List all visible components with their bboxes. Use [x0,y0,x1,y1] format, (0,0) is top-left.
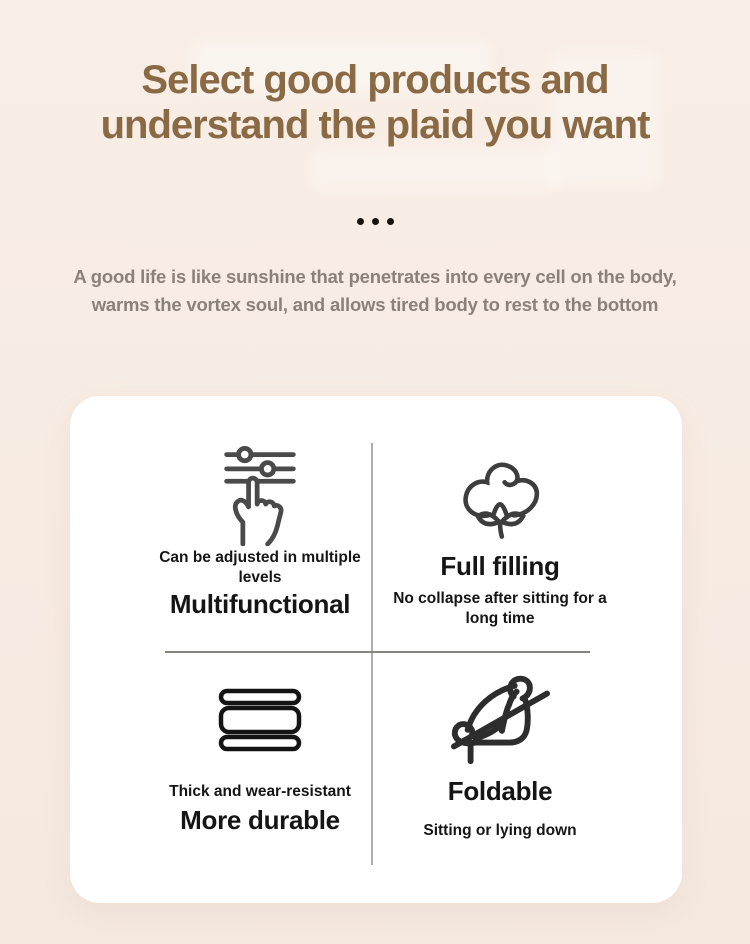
background-artifact [310,148,560,192]
feature-description-line: No collapse after sitting for a [393,590,607,607]
feature-full-filling [330,442,670,652]
folding-chair-icon [446,672,554,770]
dot [372,218,379,225]
features-card [70,396,682,903]
page-title-line-1: Select good products and [141,58,609,102]
three-dots-icon [0,218,750,225]
page-title-line-2: understand the plaid you want [100,103,650,147]
feature-title: Multifunctional [169,589,351,619]
subtitle-line-2: warms the vortex soul, and allows tired body to rest to the bottom [91,294,659,315]
feature-description [330,589,670,628]
cotton-flower-icon [454,450,546,544]
feature-description-line: long time [465,609,535,627]
feature-description-line: Can be adjusted in multiple [159,549,361,566]
feature-description [330,821,670,841]
feature-description-line: Thick and wear-resistant [169,783,351,800]
mattress-layers-icon [218,688,302,752]
adjust-sliders-hand-icon [220,446,300,546]
feature-title: Foldable [447,776,553,806]
page-subtitle [25,263,725,319]
dot [357,218,364,225]
feature-foldable [330,672,670,872]
feature-description-line: levels [238,568,282,586]
subtitle-line-1: A good life is like sunshine that penetrates into every cell on the body, [73,266,677,287]
dot [387,218,394,225]
feature-title: More durable [180,805,340,835]
feature-description-line: Sitting or lying down [423,822,577,839]
feature-title: Full filling [440,551,560,581]
page-title [0,58,750,148]
